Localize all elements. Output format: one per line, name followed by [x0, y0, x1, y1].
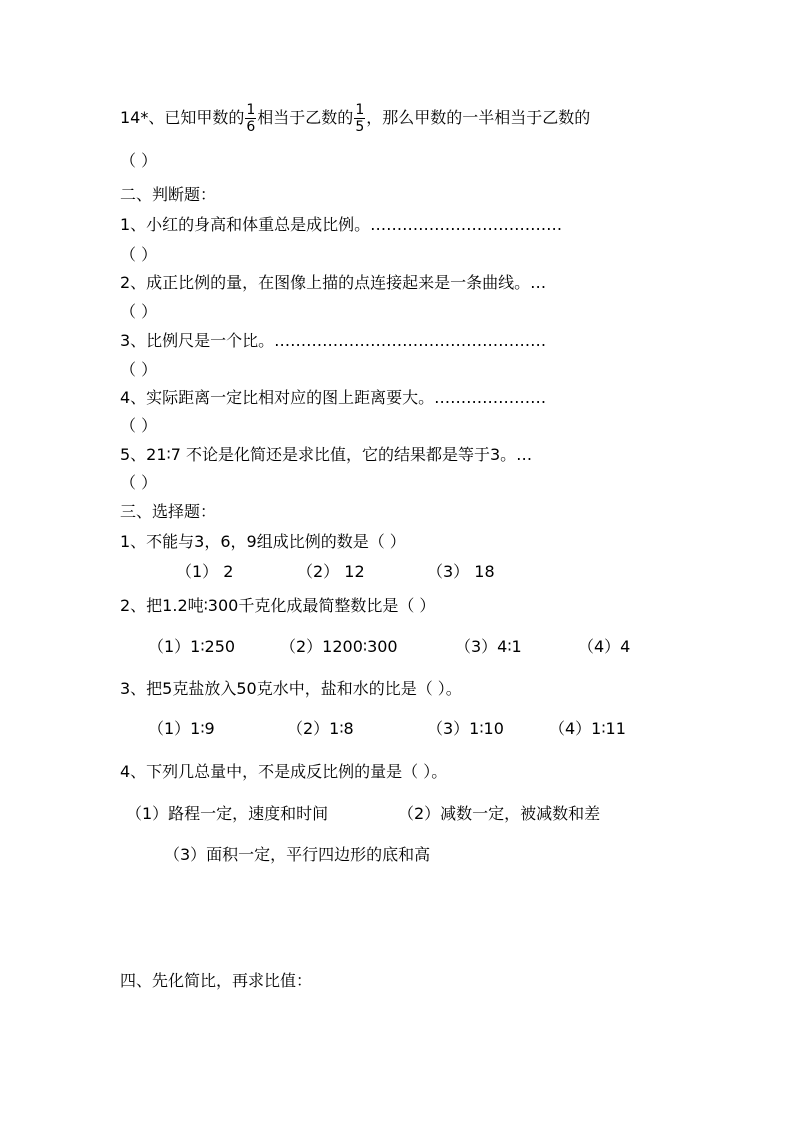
- judge-item-2: 2、成正比例的量，在图像上描的点连接起来是一条曲线。…: [120, 273, 547, 292]
- choice-q2: 2、把1.2吨∶300千克化成最简整数比是（ ）: [120, 596, 436, 615]
- judge-item-3-paren: （ ）: [120, 360, 158, 379]
- choice-q4-option-2: （2）减数一定，被减数和差: [398, 804, 601, 823]
- choice-q1-option-3: （3） 18: [427, 562, 495, 581]
- judge-item-3: 3、比例尺是一个比。……………………………………………: [120, 331, 547, 350]
- q14-answer-paren: （ ）: [120, 151, 158, 170]
- fraction-one-sixth: $\frac{1}{6}$: [246, 102, 256, 135]
- choice-q3-option-4: （4）1∶11: [549, 719, 626, 738]
- judge-item-2-paren: （ ）: [120, 302, 158, 321]
- choice-q3: 3、把5克盐放入50克水中，盐和水的比是（ ）。: [120, 679, 462, 698]
- choice-q3-option-2: （2）1∶8: [287, 719, 354, 738]
- choice-q3-option-1: （1）1∶9: [148, 719, 215, 738]
- section-2-title: 二、判断题：: [120, 185, 217, 204]
- fraction-one-fifth: $\frac{1}{5}$: [355, 102, 365, 135]
- judge-item-5-paren: （ ）: [120, 473, 158, 492]
- choice-q4-option-1: （1）路程一定，速度和时间: [126, 804, 329, 823]
- choice-q1: 1、不能与3，6，9组成比例的数是（ ）: [120, 532, 406, 551]
- choice-q4: 4、下列几总量中，不是成反比例的量是（ ）。: [120, 762, 448, 781]
- section-4-title: 四、先化简比，再求比值：: [120, 971, 313, 990]
- choice-q2-option-3: （3）4∶1: [455, 637, 522, 656]
- choice-q4-option-3: （3）面积一定，平行四边形的底和高: [164, 845, 431, 864]
- choice-q2-option-2: （2）1200∶300: [280, 637, 398, 656]
- question-14: [120, 102, 590, 135]
- judge-item-1-paren: （ ）: [120, 245, 158, 264]
- choice-q2-option-4: （4）4: [578, 637, 631, 656]
- judge-item-4-paren: （ ）: [120, 416, 158, 435]
- q14-suffix: ，那么甲数的一半相当于乙数的: [366, 108, 591, 127]
- judge-item-4: 4、实际距离一定比相对应的图上距离要大。…………………: [120, 388, 547, 407]
- choice-q2-option-1: （1）1∶250: [148, 637, 236, 656]
- judge-item-1: 1、小红的身高和体重总是成比例。………………………………: [120, 215, 563, 234]
- q14-prefix: 14*、已知甲数的: [120, 108, 245, 127]
- choice-q3-option-3: （3）1∶10: [427, 719, 504, 738]
- q14-middle: 相当于乙数的: [257, 108, 354, 127]
- section-3-title: 三、选择题：: [120, 502, 217, 521]
- judge-item-5: 5、21∶7 不论是化简还是求比值，它的结果都是等于3。…: [120, 445, 533, 464]
- choice-q1-option-2: （2） 12: [297, 562, 365, 581]
- choice-q1-option-1: （1） 2: [176, 562, 234, 581]
